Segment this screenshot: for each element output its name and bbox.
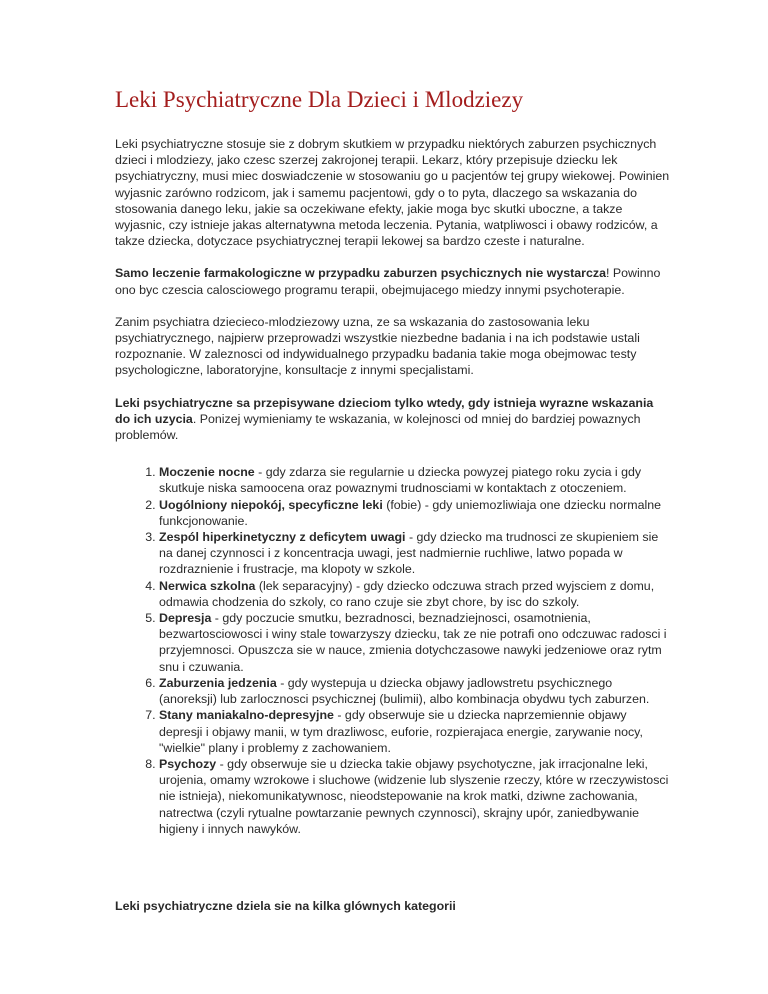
list-item-term: Moczenie nocne xyxy=(159,465,255,480)
pharmacology-paragraph xyxy=(115,265,670,297)
list-item xyxy=(159,707,670,756)
list-item-text: - gdy dziecko ma trudnosci ze skupieniem sie na danej czynnosci i z koncentracja uwagi, jest nadmiernie ruchliwe, latwo popada w rozdraznienie i frustracje, ma klopoty w szkole. xyxy=(159,530,659,577)
list-item xyxy=(159,578,670,610)
list-item-text: (lek separacyjny) - gdy dziecko odczuwa strach przed wyjsciem z domu, odmawia chodzenia do szkoly, co rano czuje sie zbyt chore, by isc do szkoly. xyxy=(159,578,655,609)
indications-bold-text: Leki psychiatryczne sa przepisywane dzieciom tylko wtedy, gdy istnieja wyrazne wskazania do ich uzycia xyxy=(115,395,654,426)
intro-paragraph: Leki psychiatryczne stosuje sie z dobrym skutkiem w przypadku niektórych zaburzen psychicznych dzieci i mlodziezy, jako czesc szerzej zakrojonej terapii. Lekarz, który przepisuje dziecku lek psychiatryczny, musi miec doswiadczenie w stosowaniu go u pacjentów tej grupy wiekowej. Powinien wyjasnic zarówno rodzicom, jak i samemu pacjentowi, gdy o to pyta, dlaczego sa wskazania do stosowania danego leku, jakie sa oczekiwane efekty, jakie moga byc skutki uboczne, a takze wyjasnic, czy istnieje jakas alternatywna metoda leczenia. Pytania, watpliwosci i obawy rodziców, a takze dziecka, dotyczace psychiatrycznej terapii lekowej sa bardzo czeste i naturalne. xyxy=(115,137,670,249)
list-item-term: Zespól hiperkinetyczny z deficytem uwagi xyxy=(159,530,406,545)
list-item-term: Uogólniony niepokój, specyficzne leki xyxy=(159,497,383,512)
page-title: Leki Psychiatryczne Dla Dzieci i Mlodziezy xyxy=(115,87,524,112)
list-item xyxy=(159,756,670,837)
pharmacology-text: ! Powinno ono byc czescia calosciowego programu terapii, obejmujacego miedzy innymi psychoterapie. xyxy=(115,266,661,297)
list-item-term: Zaburzenia jedzenia xyxy=(159,675,277,690)
list-item xyxy=(159,529,670,578)
list-item-term: Psychozy xyxy=(159,756,217,771)
indications-paragraph xyxy=(115,395,670,444)
indications-list xyxy=(115,464,670,837)
list-item-term: Depresja xyxy=(159,611,212,626)
list-item xyxy=(159,497,670,529)
list-item-text: - gdy wystepuja u dziecka objawy jadlowstretu psychicznego (anoreksji) lub zarlocznosci psychicznej (bulimii), albo kombinacja obydwu tych zaburzen. xyxy=(159,675,650,707)
list-item-text: - gdy obserwuje sie u dziecka naprzemiennie objawy depresji i objawy manii, w tym drazliwosc, euforie, rozpierajaca energie, zarywanie nocy, "wielkie" plany i problemy z zachowaniem. xyxy=(159,708,643,755)
list-item xyxy=(159,464,670,496)
indications-text: . Ponizej wymieniamy te wskazania, w kolejnosci od mniej do bardziej powaznych problemów. xyxy=(115,411,641,443)
list-item xyxy=(159,675,670,707)
list-item-term: Stany maniakalno-depresyjne xyxy=(159,708,334,723)
list-item xyxy=(159,610,670,675)
document-page xyxy=(115,86,670,930)
pharmacology-bold-text: Samo leczenie farmakologiczne w przypadku zaburzen psychicznych nie wystarcza xyxy=(115,266,606,281)
list-item-text: (fobie) - gdy uniemozliwiaja one dziecku normalne funkcjonowanie. xyxy=(159,497,662,528)
diagnosis-paragraph: Zanim psychiatra dzieciecо-mlodziezowy uzna, ze sa wskazania do zastosowania leku psychiatrycznego, najpierw przeprowadzi wszystkie niezbedne badania i na ich podstawie ustali rozpoznanie. W zaleznosci od indywidualnego przypadku badania takie moga obejmowac testy psychologiczne, laboratoryjne, konsultacje z innymi specjalistami. xyxy=(115,314,640,378)
list-item-text: - gdy obserwuje sie u dziecka takie objawy psychotyczne, jak irracjonalne leki, urojenia, omamy wzrokowe i sluchowe (widzenie lub slyszenie rzeczy, które w rzeczywistosci nie istnieja), niekomunikatywnosc, nieodstepowanie na krok matki, dziwne zachowania, natrectwa (czyli rytualne powtarzanie pewnych czynnosci), skrajny upór, zaniedbywanie higieny i innych nawyków. xyxy=(159,756,669,836)
list-item-term: Nerwica szkolna xyxy=(159,578,256,593)
categories-heading: Leki psychiatryczne dziela sie na kilka glównych kategorii xyxy=(115,898,456,913)
list-item-text: - gdy zdarza sie regularnie u dziecka powyzej piatego roku zycia i gdy skutkuje niska samoocena oraz powaznymi trudnosciami w kontaktach z otoczeniem. xyxy=(159,465,642,496)
list-item-text: - gdy poczucie smutku, bezradnosci, beznadziejnosci, osamotnienia, bezwartosciowosci i winy stale towarzyszy dziecku, tak ze nie potrafi ono odczuwac radosci i przyjemnosci. Opuszcza sie w nauce, zmienia dotychczasowe nawyki jedzeniowe oraz rytm snu i czuwania. xyxy=(159,611,667,674)
